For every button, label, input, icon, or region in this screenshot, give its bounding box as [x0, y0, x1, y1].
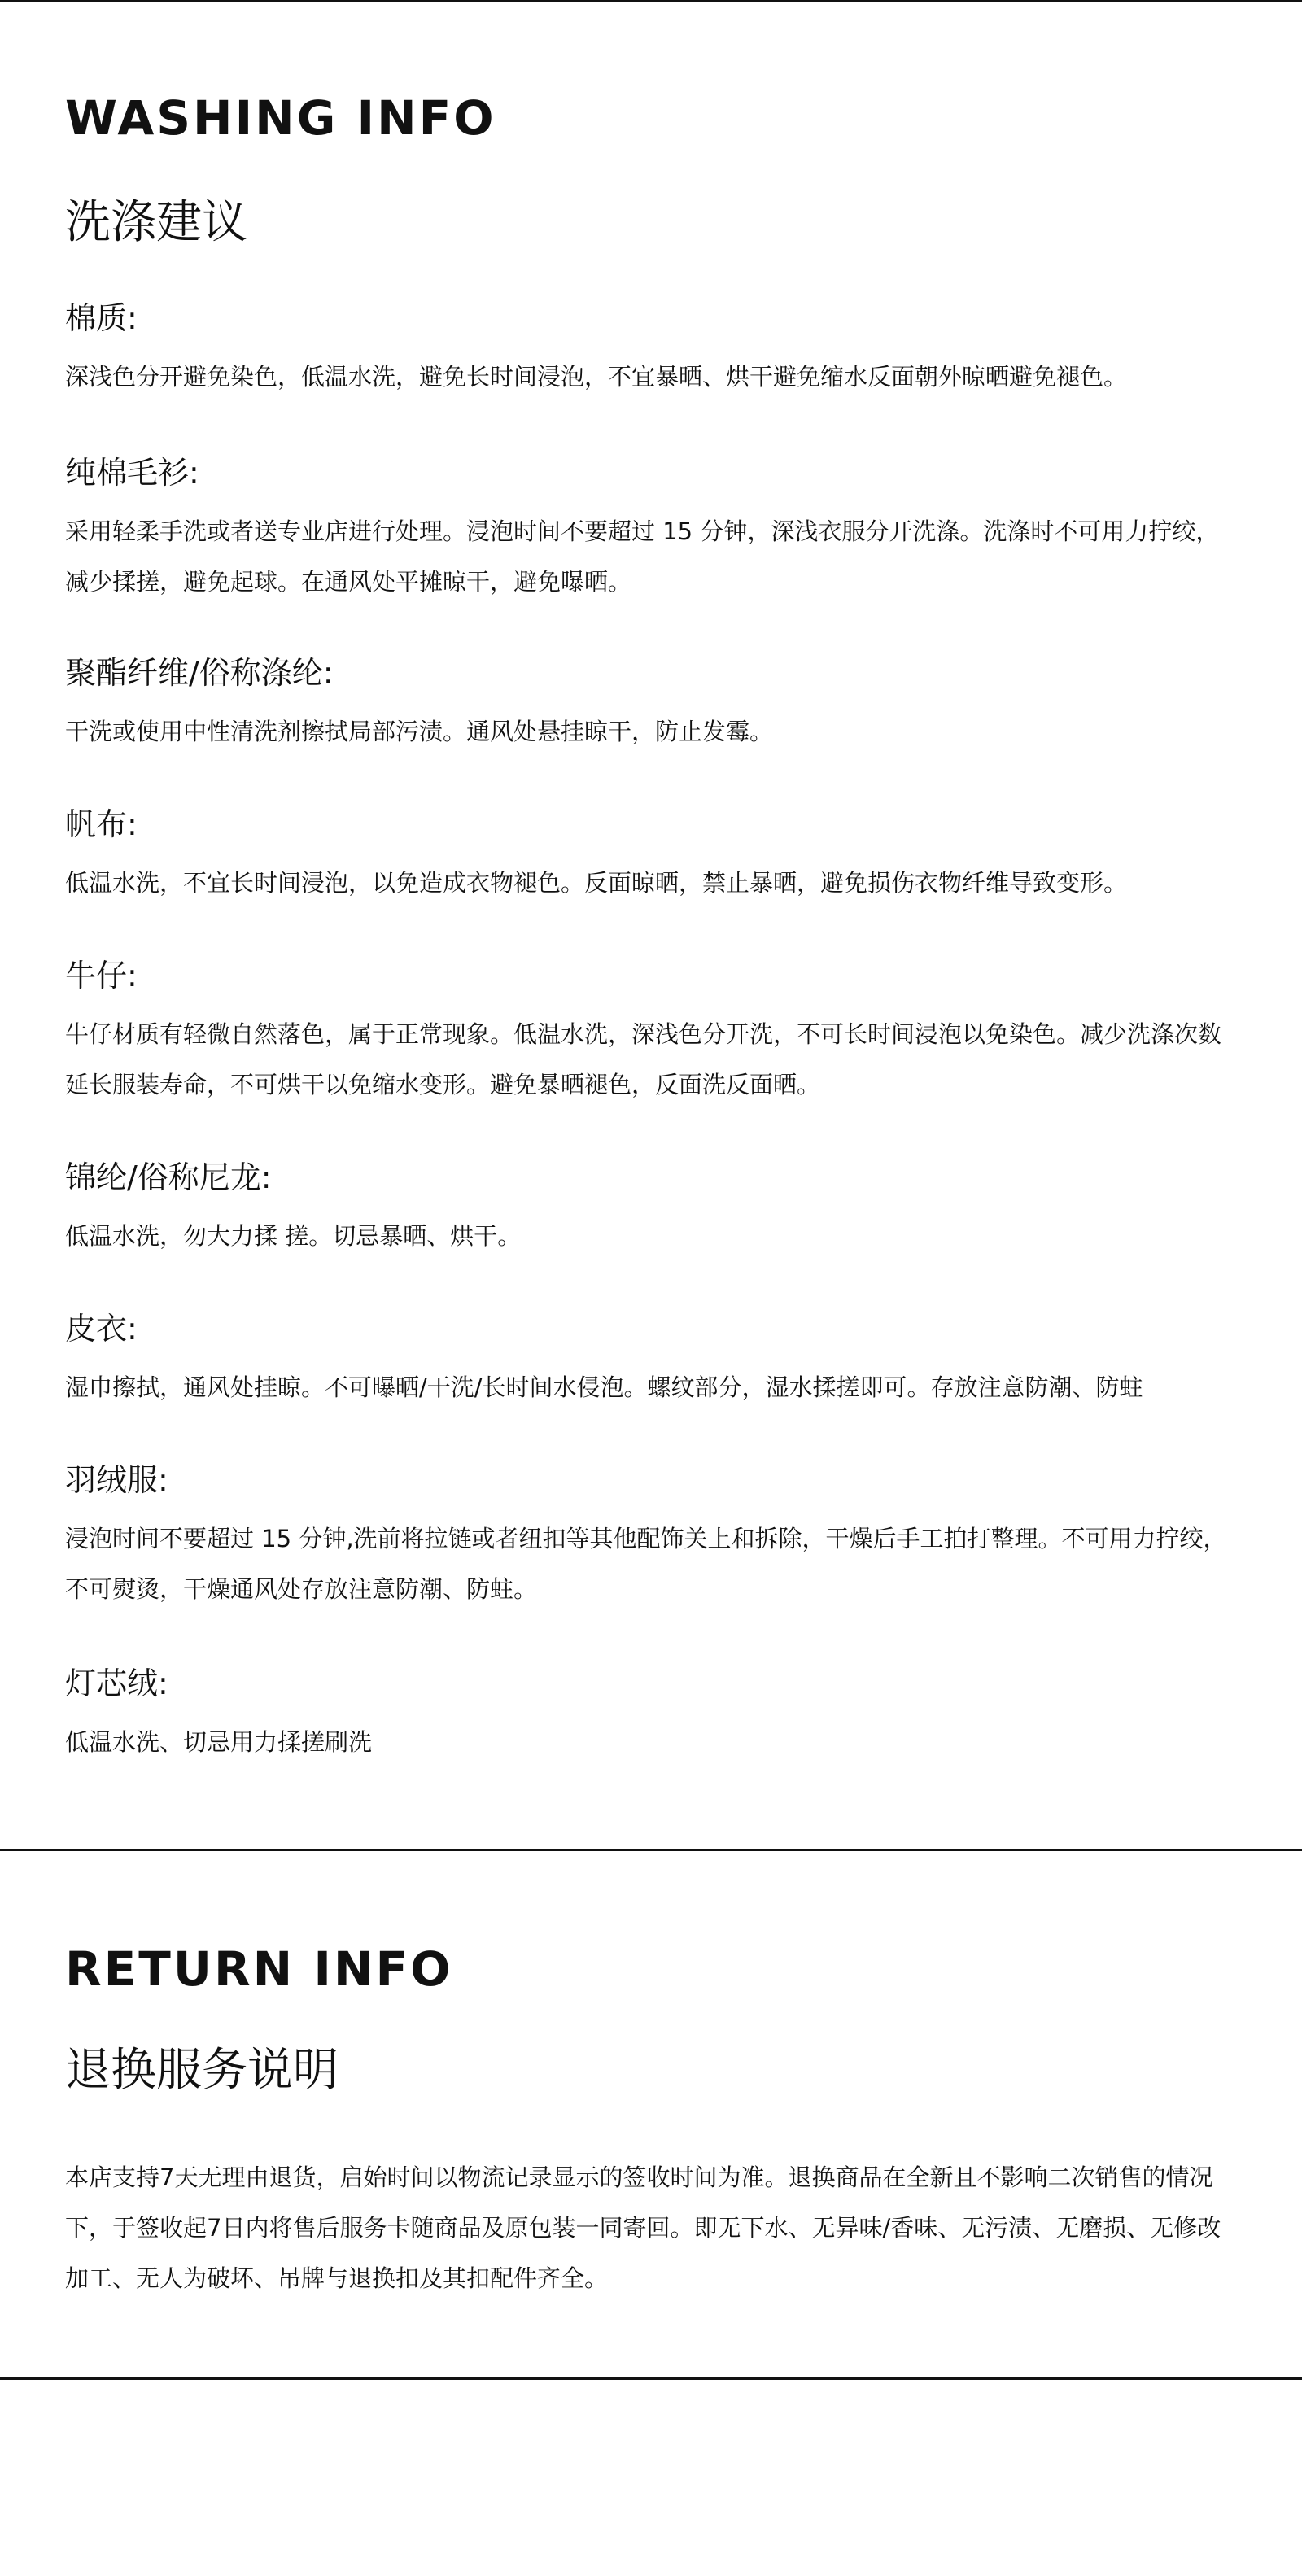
washing-item-text: 干洗或使用中性清洗剂擦拭局部污渍。通风处悬挂晾干，防止发霉。	[65, 718, 774, 745]
washing-item-title: 皮衣:	[65, 1311, 138, 1347]
washing-title-cn: 洗涤建议	[65, 196, 247, 249]
washing-item-polyester	[65, 657, 1237, 757]
washing-item-text: 低温水洗，不宜长时间浸泡，以免造成衣物褪色。反面晾晒，禁止暴晒，避免损伤衣物纤维导致变形。	[65, 869, 1128, 897]
washing-item-text: 低温水洗、切忌用力揉搓刷洗	[65, 1728, 373, 1756]
washing-item-title: 聚酯纤维/俗称涤纶:	[65, 655, 334, 691]
washing-item-title: 羽绒服:	[65, 1462, 168, 1498]
washing-item-text: 浸泡时间不要超过 15 分钟,洗前将拉链或者纽扣等其他配饰关上和拆除，干燥后手工拍打整理。不可用力拧绞，不可熨烫，干燥通风处存放注意防潮、防蛀。	[65, 1525, 1227, 1603]
washing-item-down-jacket	[65, 1462, 1237, 1614]
washing-item-canvas	[65, 806, 1237, 908]
washing-item-nylon	[65, 1159, 1237, 1261]
washing-item-title: 锦纶/俗称尼龙:	[65, 1159, 272, 1195]
washing-item-text: 湿巾擦拭，通风处挂晾。不可曝晒/干洗/长时间水侵泡。螺纹部分，湿水揉搓即可。存放注意防潮、防蛀	[65, 1373, 1143, 1401]
washing-item-cotton	[65, 300, 1237, 402]
return-section	[65, 1851, 1237, 2372]
washing-item-denim	[65, 960, 1237, 1110]
return-policy-text: 本店支持7天无理由退货，启始时间以物流记录显示的签收时间为准。退换商品在全新且不影响二次销售的情况下，于签收起7日内将售后服务卡随商品及原包装一同寄回。即无下水、无异味/香味、无污渍、无磨损、无修改加工、无人为破坏、吊牌与退换扣及其扣配件齐全。	[65, 2163, 1221, 2292]
washing-item-text: 低温水洗，勿大力揉 搓。切忌暴晒、烘干。	[65, 1222, 522, 1250]
washing-item-leather	[65, 1313, 1237, 1412]
washing-item-text: 采用轻柔手洗或者送专业店进行处理。浸泡时间不要超过 15 分钟，深浅衣服分开洗涤。洗涤时不可用力拧绞，减少揉搓，避免起球。在通风处平摊晾干，避免曝晒。	[65, 517, 1220, 596]
washing-item-text: 牛仔材质有轻微自然落色，属于正常现象。低温水洗，深浅色分开洗，不可长时间浸泡以免染色。减少洗涤次数延长服装寿命，不可烘干以免缩水变形。避免暴晒褪色，反面洗反面晒。	[65, 1020, 1222, 1098]
washing-section	[65, 0, 1237, 1839]
washing-item-cotton-sweater	[65, 457, 1237, 607]
washing-title-en: WASHING INFO	[65, 90, 496, 146]
washing-item-title: 纯棉毛衫:	[65, 455, 199, 491]
return-title-cn: 退换服务说明	[65, 2044, 339, 2097]
bottom-divider	[0, 2377, 1302, 2380]
washing-item-title: 牛仔:	[65, 958, 138, 993]
washing-item-corduroy	[65, 1668, 1237, 1767]
washing-item-title: 灯芯绒:	[65, 1666, 168, 1701]
return-title-en: RETURN INFO	[65, 1941, 453, 1997]
washing-item-title: 帆布:	[65, 806, 138, 842]
washing-item-text: 深浅色分开避免染色，低温水洗，避免长时间浸泡，不宜暴晒、烘干避免缩水反面朝外晾晒避免褪色。	[65, 363, 1128, 391]
washing-item-title: 棉质:	[65, 300, 138, 336]
